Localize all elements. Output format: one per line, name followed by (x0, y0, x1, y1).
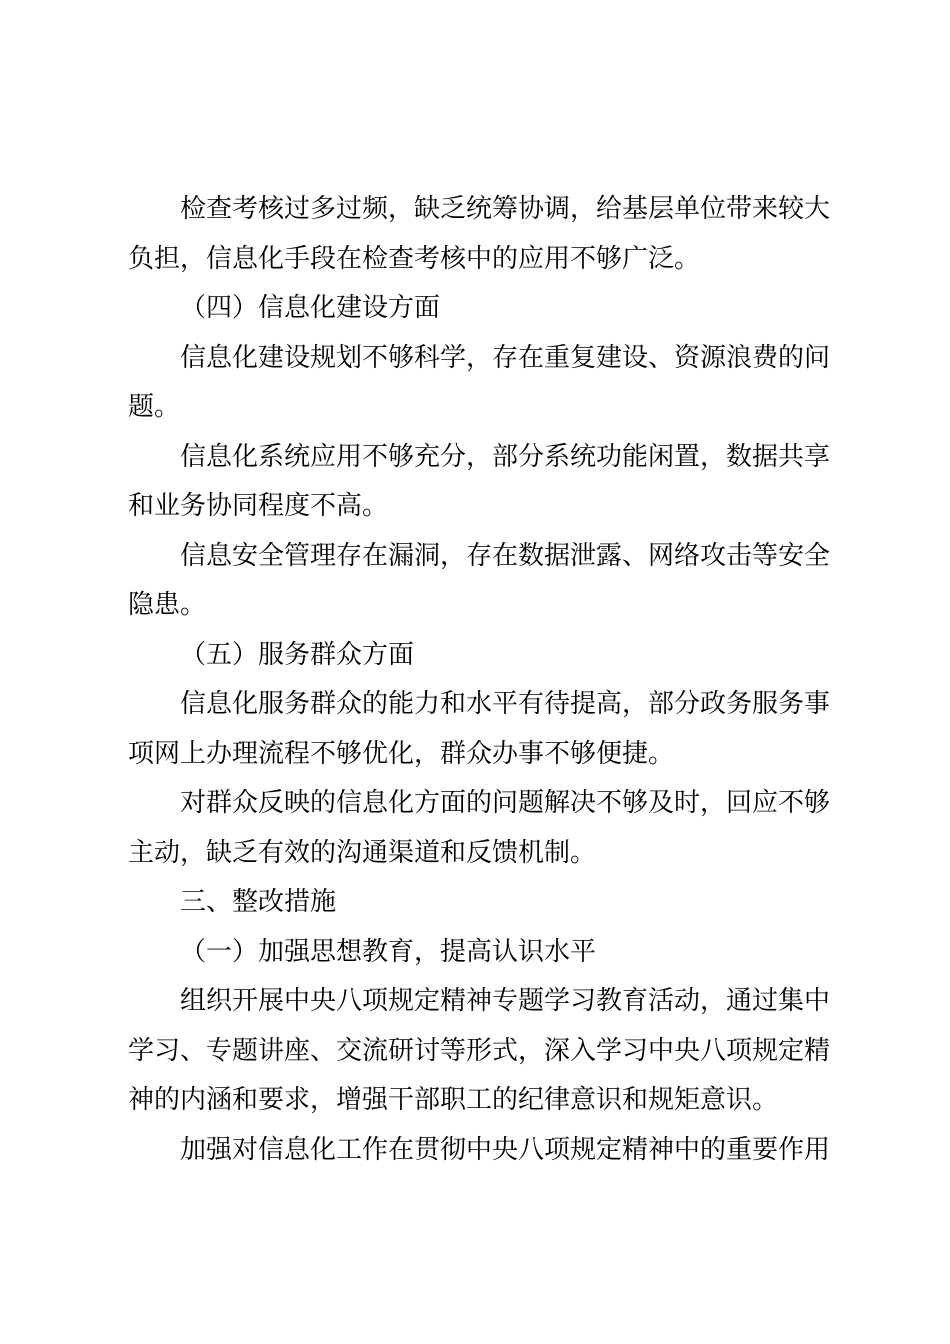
text-line: 信息化服务群众的能力和水平有待提高，部分政务服务事 (180, 689, 831, 719)
heading-serving-public (128, 631, 832, 681)
text-line: 和业务协同程度不高。 (128, 491, 389, 521)
text-line: 三、整改措施 (180, 887, 337, 917)
text-line: 题。 (128, 392, 181, 422)
text-line: 信息化建设规划不够科学，存在重复建设、资源浪费的问 (180, 342, 831, 373)
paragraph-importance (128, 1126, 832, 1176)
heading-ideological-education (128, 928, 832, 978)
heading-informatization-construction (128, 284, 832, 334)
paragraph-planning-issue (128, 334, 832, 433)
text-line: 加强对信息化工作在贯彻中央八项规定精神中的重要作用 (180, 1134, 831, 1165)
document-body (128, 185, 832, 1175)
text-line: （一）加强思想教育，提高认识水平 (180, 936, 597, 967)
paragraph-security (128, 532, 832, 631)
paragraph-feedback (128, 779, 832, 878)
text-line: 主动，缺乏有效的沟通渠道和反馈机制。 (128, 837, 597, 868)
text-line: （四）信息化建设方面 (180, 293, 441, 323)
text-line: 神的内涵和要求，增强干部职工的纪律意识和规矩意识。 (128, 1085, 779, 1115)
text-line: 组织开展中央八项规定精神专题学习教育活动，通过集中 (180, 986, 831, 1016)
text-line: （五）服务群众方面 (180, 639, 415, 670)
paragraph-system-usage (128, 433, 832, 532)
text-line: 学习、专题讲座、交流研讨等形式，深入学习中央八项规定精 (128, 1035, 831, 1066)
heading-rectification-measures (128, 878, 832, 928)
text-line: 对群众反映的信息化方面的问题解决不够及时，回应不够 (180, 788, 831, 818)
paragraph-service-capability (128, 680, 832, 779)
paragraph-inspection-burden (128, 185, 832, 284)
text-line: 信息安全管理存在漏洞，存在数据泄露、网络攻击等安全 (180, 540, 831, 571)
text-line: 信息化系统应用不够充分，部分系统功能闲置，数据共享 (180, 441, 831, 472)
paragraph-study-activities (128, 977, 832, 1126)
text-line: 检查考核过多过频，缺乏统筹协调，给基层单位带来较大 (180, 194, 831, 224)
text-line: 项网上办理流程不够优化，群众办事不够便捷。 (128, 738, 675, 769)
text-line: 负担，信息化手段在检查考核中的应用不够广泛。 (128, 243, 701, 274)
text-line: 隐患。 (128, 590, 207, 620)
